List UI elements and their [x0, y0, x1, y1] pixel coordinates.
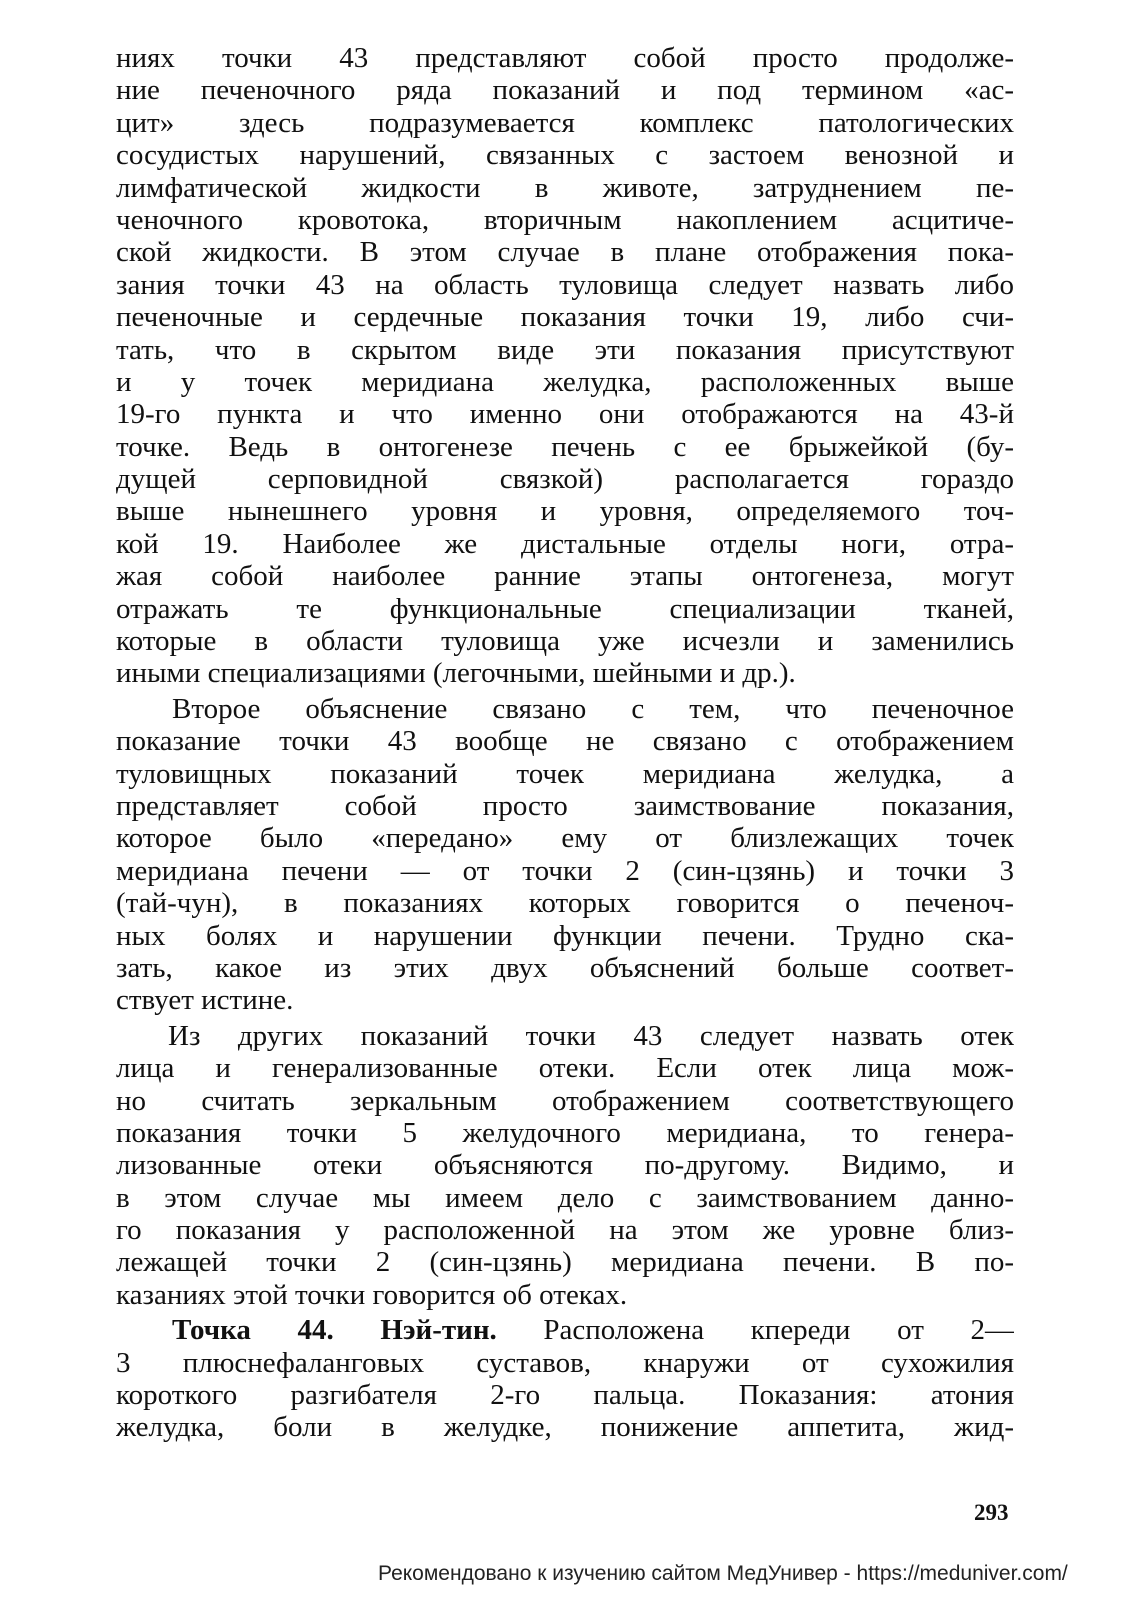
text-line — [116, 1314, 1014, 1346]
text-line: сосудистых нарушений, связанных с застоем венозной и — [116, 139, 1014, 172]
text-line: меридиана печени — от точки 2 (син-цзянь) и точки 3 — [116, 854, 1014, 887]
text-line: представляет собой просто заимствование показания, — [116, 789, 1014, 822]
watermark-link[interactable]: Рекомендовано к изучению сайтом МедУнивер - https://meduniver.com/ — [378, 1562, 1068, 1585]
text-line: отражать те функциональные специализации тканей, — [116, 592, 1014, 625]
paragraph-2 — [116, 693, 1014, 1017]
text-line: зать, какое из этих двух объяснений больше соответ- — [116, 951, 1014, 984]
text-line: желудка, боли в желудке, понижение аппетита, жид- — [116, 1411, 1014, 1444]
text-line: го показания у расположенной на этом же уровне близ- — [116, 1214, 1014, 1247]
text-line: жая собой наиболее ранние этапы онтогенеза, могут — [116, 560, 1014, 593]
text-line: короткого разгибателя 2-го пальца. Показания: атония — [116, 1379, 1014, 1412]
paragraph-4 — [116, 1314, 1014, 1444]
text-line: Второе объяснение связано с тем, что печеночное — [172, 692, 1014, 725]
text-line: но считать зеркальным отображением соответствующего — [116, 1084, 1014, 1117]
text-line: цит» здесь подразумевается комплекс патологических — [116, 106, 1014, 139]
paragraph-1 — [116, 42, 1014, 690]
text-line: казаниях этой точки говорится об отеках. — [116, 1278, 628, 1311]
text-line: зания точки 43 на область туловища следует назвать либо — [116, 268, 1014, 301]
text-line: которые в области туловища уже исчезли и заменились — [116, 625, 1014, 658]
text-line: ние печеночного ряда показаний и под термином «ас- — [116, 74, 1014, 107]
page-number: 293 — [974, 1500, 1009, 1525]
text-line: выше нынешнего уровня и уровня, определяемого точ- — [116, 495, 1014, 528]
text-line: туловищных показаний точек меридиана желудка, а — [116, 757, 1014, 790]
text-line: дущей серповидной связкой) располагается гораздо — [116, 463, 1014, 496]
text-line: лица и генерализованные отеки. Если отек лица мож- — [116, 1052, 1014, 1085]
text-line: 3 плюснефаланговых суставов, кнаружи от сухожилия — [116, 1346, 1014, 1379]
text-line: лимфатической жидкости в животе, затруднением пе- — [116, 171, 1014, 204]
heading-continuation: Расположена кпереди от 2— — [543, 1314, 1014, 1347]
text-line: (тай-чун), в показаниях которых говорится о печеноч- — [116, 887, 1014, 920]
text-line: кой 19. Наиболее же дистальные отделы ноги, отра- — [116, 527, 1014, 560]
text-line: ствует истине. — [116, 984, 294, 1017]
text-line: и у точек меридиана желудка, расположенных выше — [116, 365, 1014, 398]
text-line: в этом случае мы имеем дело с заимствованием данно- — [116, 1181, 1014, 1214]
text-line: которое было «передано» ему от близлежащих точек — [116, 822, 1014, 855]
text-line: ченочного кровотока, вторичным накоплением асцитиче- — [116, 203, 1014, 236]
paragraph-3 — [116, 1020, 1014, 1312]
page-text — [116, 42, 1014, 1444]
text-line: Из других показаний точки 43 следует назвать отек — [168, 1019, 1014, 1052]
section-heading: Точка 44. Нэй-тин. — [172, 1314, 497, 1347]
text-line: ных болях и нарушении функции печени. Трудно ска- — [116, 919, 1014, 952]
text-line: ской жидкости. В этом случае в плане отображения пока- — [116, 236, 1014, 269]
text-line: тать, что в скрытом виде эти показания присутствуют — [116, 333, 1014, 366]
text-line: 19-го пункта и что именно они отображаются на 43-й — [116, 398, 1014, 431]
text-line: показание точки 43 вообще не связано с отображением — [116, 725, 1014, 758]
text-line: лежащей точки 2 (син-цзянь) меридиана печени. В по- — [116, 1246, 1014, 1279]
text-line: лизованные отеки объясняются по-другому. Видимо, и — [116, 1149, 1014, 1182]
text-line: печеночные и сердечные показания точки 19, либо счи- — [116, 301, 1014, 334]
text-line: ниях точки 43 представляют собой просто продолже- — [116, 42, 1014, 74]
text-line: иными специализациями (легочными, шейными и др.). — [116, 657, 796, 690]
text-line: точке. Ведь в онтогенезе печень с ее брыжейкой (бу- — [116, 430, 1014, 463]
text-line: показания точки 5 желудочного меридиана, то генера- — [116, 1116, 1014, 1149]
